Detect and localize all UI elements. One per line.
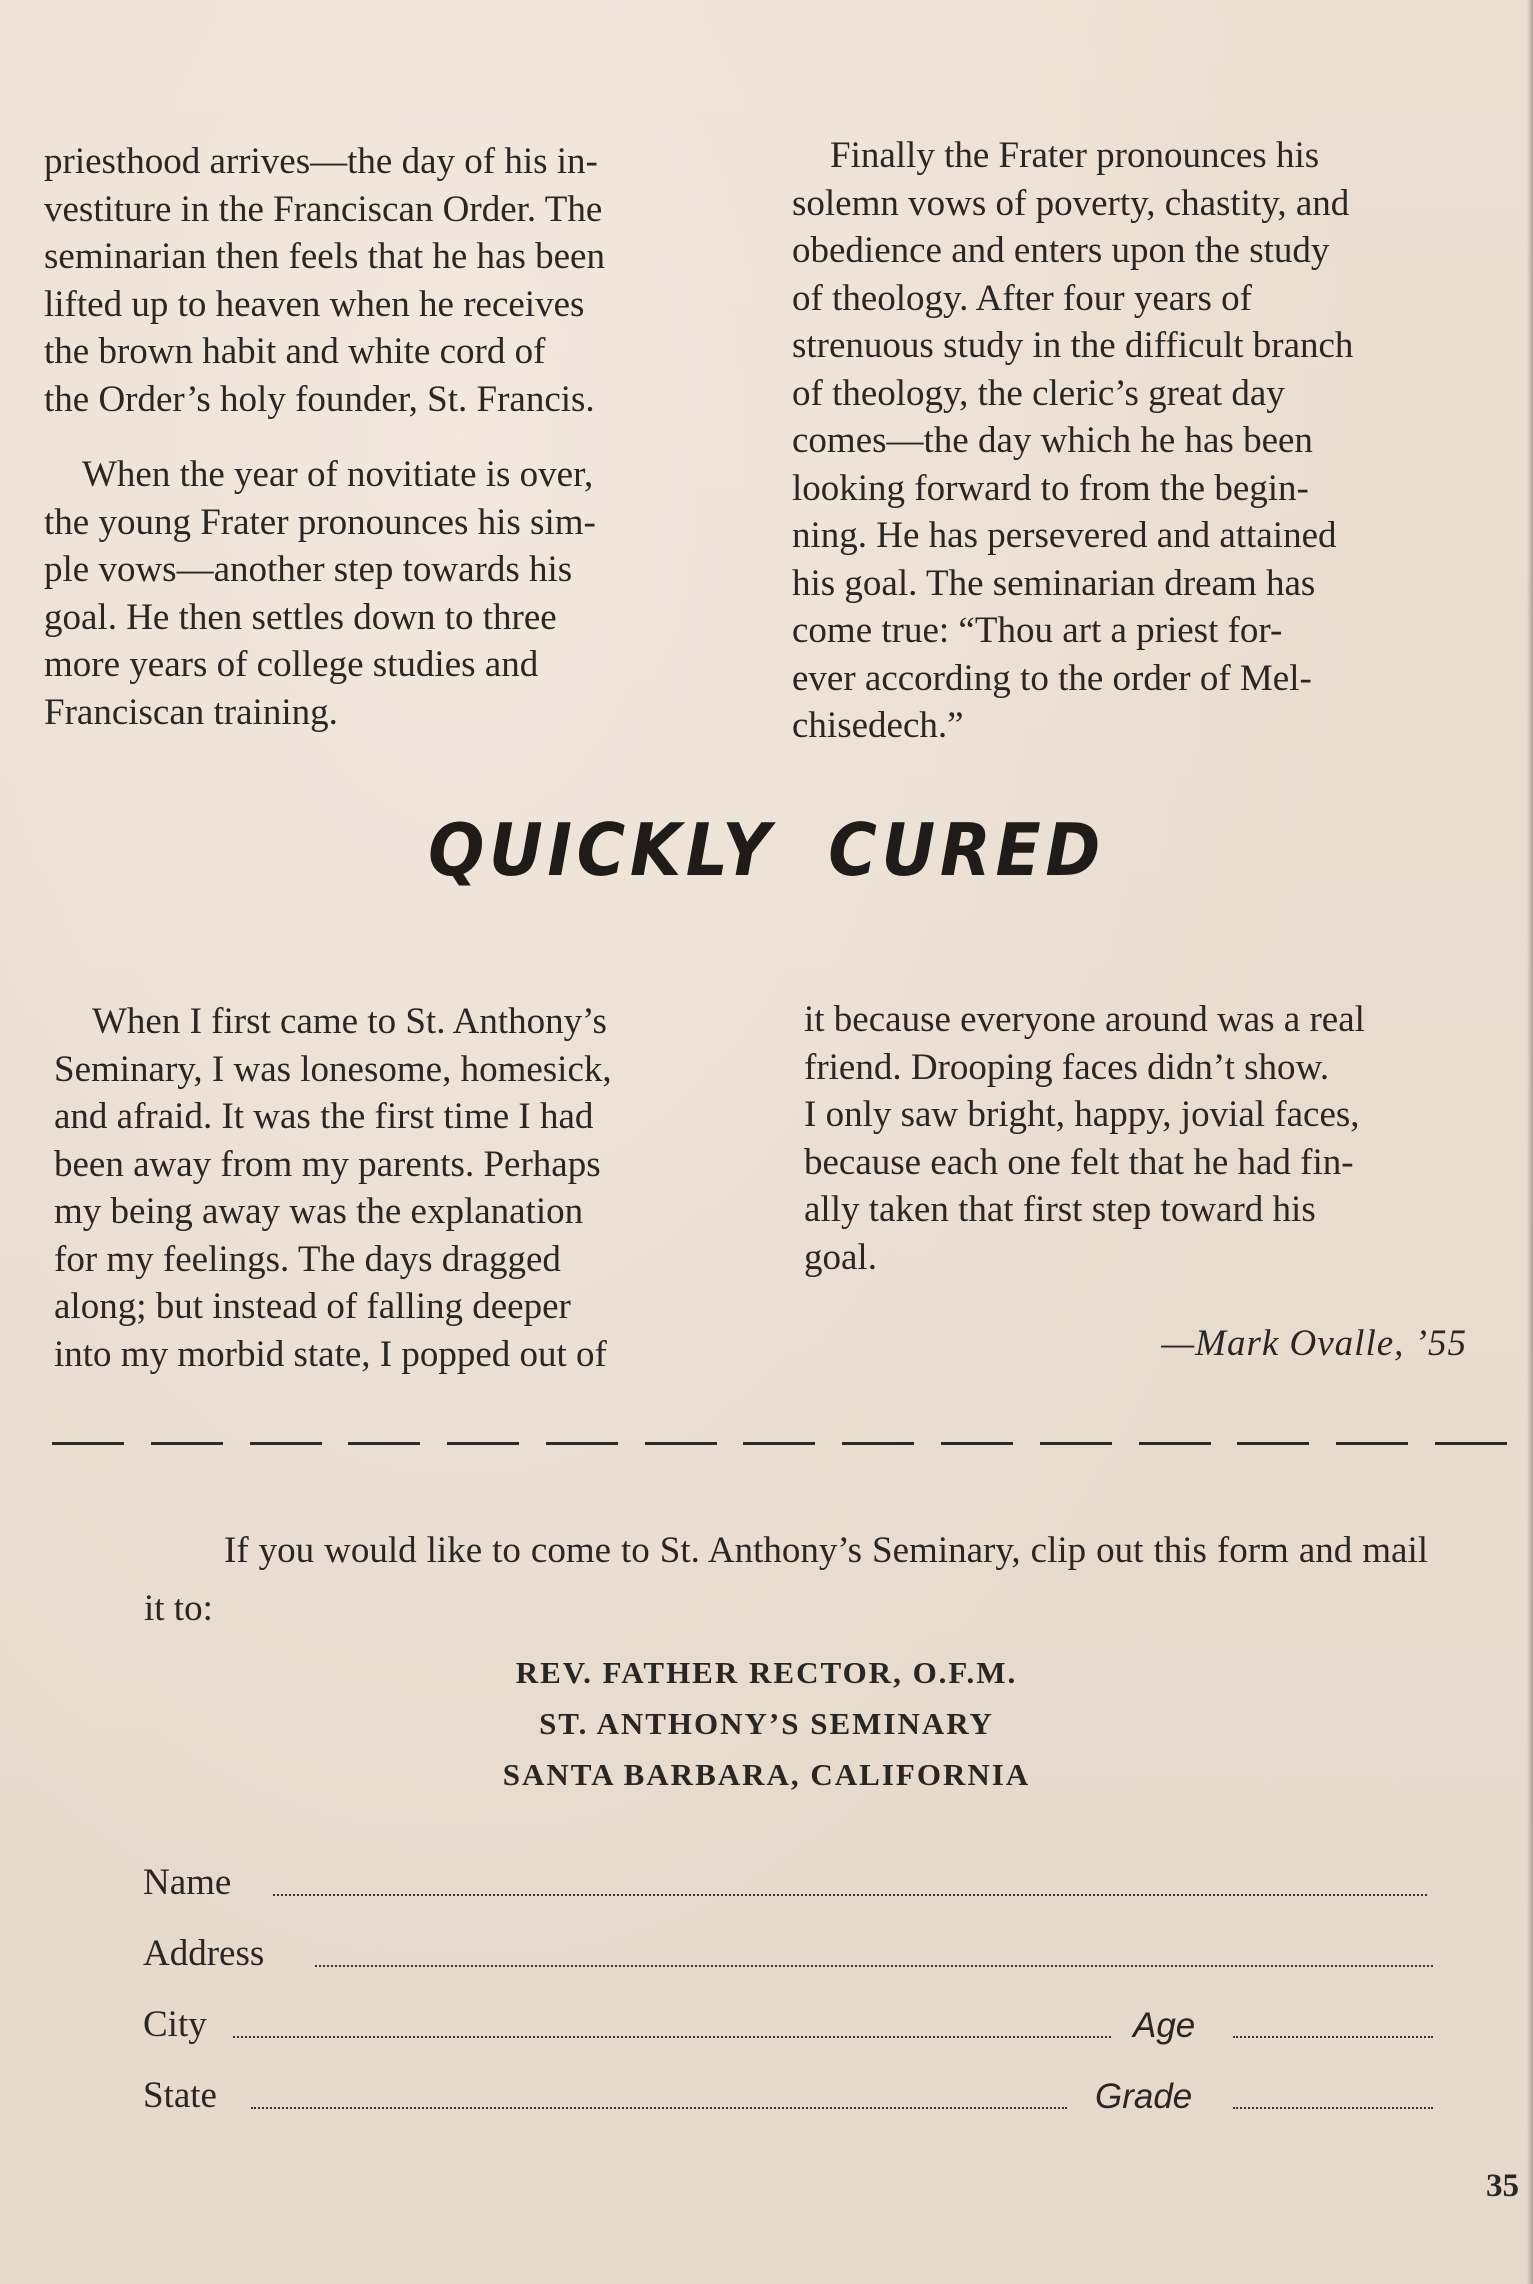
paragraph: When the year of novitiate is over, the young Frater pronounces his sim- ple vows—another step towards his goal. He then settles down to three more years of college studies and Franciscan training.	[44, 454, 596, 733]
story-right-column	[804, 996, 1508, 1281]
paragraph: Finally the Frater pronounces his solemn vows of poverty, chastity, and obedience and enters upon the study of theology. After four years of strenuous study in the difficult branch of theology, the cleric’s great day comes—the day which he has been looking forward to from the begin- ning. He has persevered and attained his goal. The seminarian dream has come true: “Thou art a priest for- ever according to the order of Mel- chisedech.”	[792, 135, 1354, 746]
name-label: Name	[143, 1862, 232, 1903]
author-signature: —Mark Ovalle, ’55	[1161, 1323, 1467, 1364]
address-line: ST. ANTHONY’S SEMINARY	[539, 1706, 994, 1741]
dash	[447, 1442, 519, 1445]
paragraph: priesthood arrives—the day of his in- vestiture in the Franciscan Order. The seminarian then feels that he has been lifted up to heaven when he receives the brown habit and white cord of the Order’s holy founder, St. Francis.	[44, 141, 605, 420]
article-heading: QUICKLY CURED	[428, 808, 1105, 892]
address-line: REV. FATHER RECTOR, O.F.M.	[515, 1655, 1018, 1690]
dash	[1336, 1442, 1408, 1445]
dash	[546, 1442, 618, 1445]
dash	[645, 1442, 717, 1445]
top-left-column	[44, 138, 744, 736]
dash	[1237, 1442, 1309, 1445]
age-field[interactable]	[1233, 2036, 1433, 2038]
dash	[1139, 1442, 1211, 1445]
dash	[151, 1442, 223, 1445]
name-row	[143, 1858, 1433, 1904]
story-left-column	[54, 998, 754, 1378]
dash	[743, 1442, 815, 1445]
city-label: City	[143, 2004, 207, 2045]
dash	[1435, 1442, 1507, 1445]
dash	[250, 1442, 322, 1445]
page-number: 35	[1486, 2168, 1519, 2204]
dash	[842, 1442, 914, 1445]
state-grade-row	[143, 2071, 1433, 2117]
dash	[941, 1442, 1013, 1445]
grade-field[interactable]	[1233, 2107, 1433, 2109]
address-field[interactable]	[315, 1965, 1433, 1967]
city-age-row	[143, 2000, 1433, 2046]
paragraph: it because everyone around was a real friend. Drooping faces didn’t show. I only saw bright, happy, jovial faces, because each one felt that he had fin- ally taken that first step toward his goal.	[804, 999, 1365, 1278]
dash	[348, 1442, 420, 1445]
dash	[52, 1442, 124, 1445]
address-line: SANTA BARBARA, CALIFORNIA	[502, 1757, 1031, 1792]
address-row	[143, 1929, 1433, 1975]
grade-label: Grade	[1095, 2077, 1193, 2116]
state-label: State	[143, 2075, 217, 2116]
mailing-address	[0, 1647, 1533, 1800]
name-field[interactable]	[273, 1894, 1427, 1896]
state-field[interactable]	[251, 2107, 1067, 2109]
top-right-column	[792, 132, 1500, 750]
dashed-cut-line	[52, 1442, 1507, 1446]
dash	[1040, 1442, 1112, 1445]
page-edge-shadow	[1527, 0, 1533, 2284]
age-label: Age	[1133, 2006, 1196, 2045]
paragraph: When I first came to St. Anthony’s Seminary, I was lonesome, homesick, and afraid. It was the first time I had been away from my parents. Perhaps my being away was the explanation for my feelings. The days dragged along; but instead of falling deeper into my morbid state, I popped out of	[54, 1001, 612, 1375]
clip-form-invitation: If you would like to come to St. Anthony’s Seminary, clip out this form and mail it to:	[144, 1530, 1428, 1629]
city-field[interactable]	[233, 2036, 1111, 2038]
address-label: Address	[143, 1933, 265, 1974]
